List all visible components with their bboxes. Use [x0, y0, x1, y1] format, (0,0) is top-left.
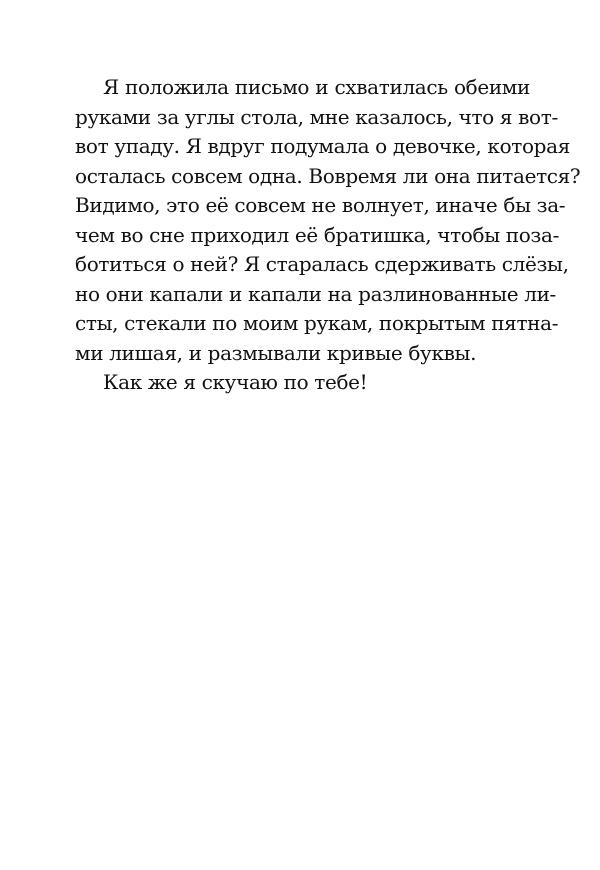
text-line: чем во сне приходил её братишка, чтобы поза-	[75, 222, 559, 247]
text-line: Я положила письмо и схватилась обеими	[103, 75, 530, 99]
paragraph-1	[75, 73, 581, 368]
text-line: сты, стекали по моим рукам, покрытым пятна-	[75, 311, 559, 335]
text-line: ми лишая, и размывали кривые буквы.	[75, 340, 477, 365]
text-line: но они капали и капали на разлинованные ли-	[75, 281, 556, 306]
text-line: вот упаду. Я вдруг подумала о девочке, которая	[75, 134, 570, 158]
text-line: осталась совсем одна. Вовремя ли она питается?	[75, 163, 581, 188]
text-line: руками за углы стола, мне казалось, что я вот-	[75, 104, 558, 129]
text-line: Видимо, это её совсем не волнует, иначе бы за-	[75, 193, 566, 217]
text-line: Как же я скучаю по тебе!	[103, 370, 368, 394]
text-line: ботиться о ней? Я старалась сдерживать слёзы,	[75, 252, 569, 276]
paragraph-2	[75, 368, 530, 398]
body-text	[75, 73, 581, 398]
